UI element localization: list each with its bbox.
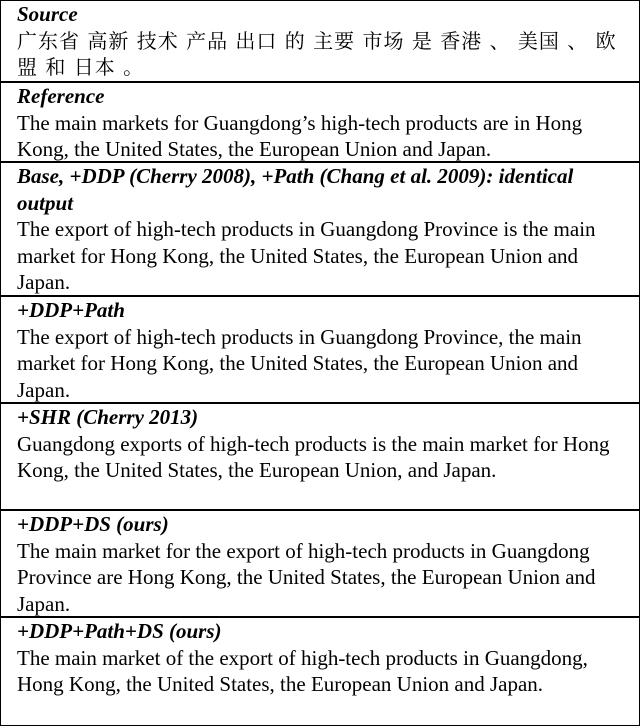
row-header: Reference [17,84,105,108]
row-text: The main market of the export of high-tech products in Guangdong, Hong Kong, the United States, the European Union and Japan. [17,645,588,696]
reference-row [1,81,639,161]
row-text: The main markets for Guangdong’s high-tech products are in Hong Kong, the United States, the European Union and Japan. [17,110,583,161]
ddp-path-row [1,295,639,402]
row-header: +DDP+DS (ours) [17,512,169,536]
base-output-row [1,161,639,295]
ddp-ds-row [1,509,639,616]
shr-row [1,402,639,509]
row-text: The export of high-tech products in Guangdong Province, the main market for Hong Kong, the United States, the European Union and Japan. [17,324,582,402]
row-text: The export of high-tech products in Guangdong Province is the main market for Hong Kong, the United States, the European Union and Japan. [17,217,596,294]
source-row [1,1,639,81]
row-header: Base, +DDP (Cherry 2008), +Path (Chang et al. 2009): identical output [17,164,574,215]
row-header: +DDP+Path+DS (ours) [17,619,222,643]
row-text: 广东省 高新 技术 产品 出口 的 主要 市场 是 香港 、 美国 、 欧盟 和 日本 。 [17,28,617,79]
row-header: Source [17,2,78,26]
row-header: +SHR (Cherry 2013) [17,405,199,429]
ddp-path-ds-row [1,616,639,725]
row-text: Guangdong exports of high-tech products is the main market for Hong Kong, the United States, the European Union, and Japan. [17,431,610,482]
row-header: +DDP+Path [17,298,125,322]
row-text: The main market for the export of high-tech products in Guangdong Province are Hong Kong, the United States, the European Union and Japan. [17,538,596,616]
